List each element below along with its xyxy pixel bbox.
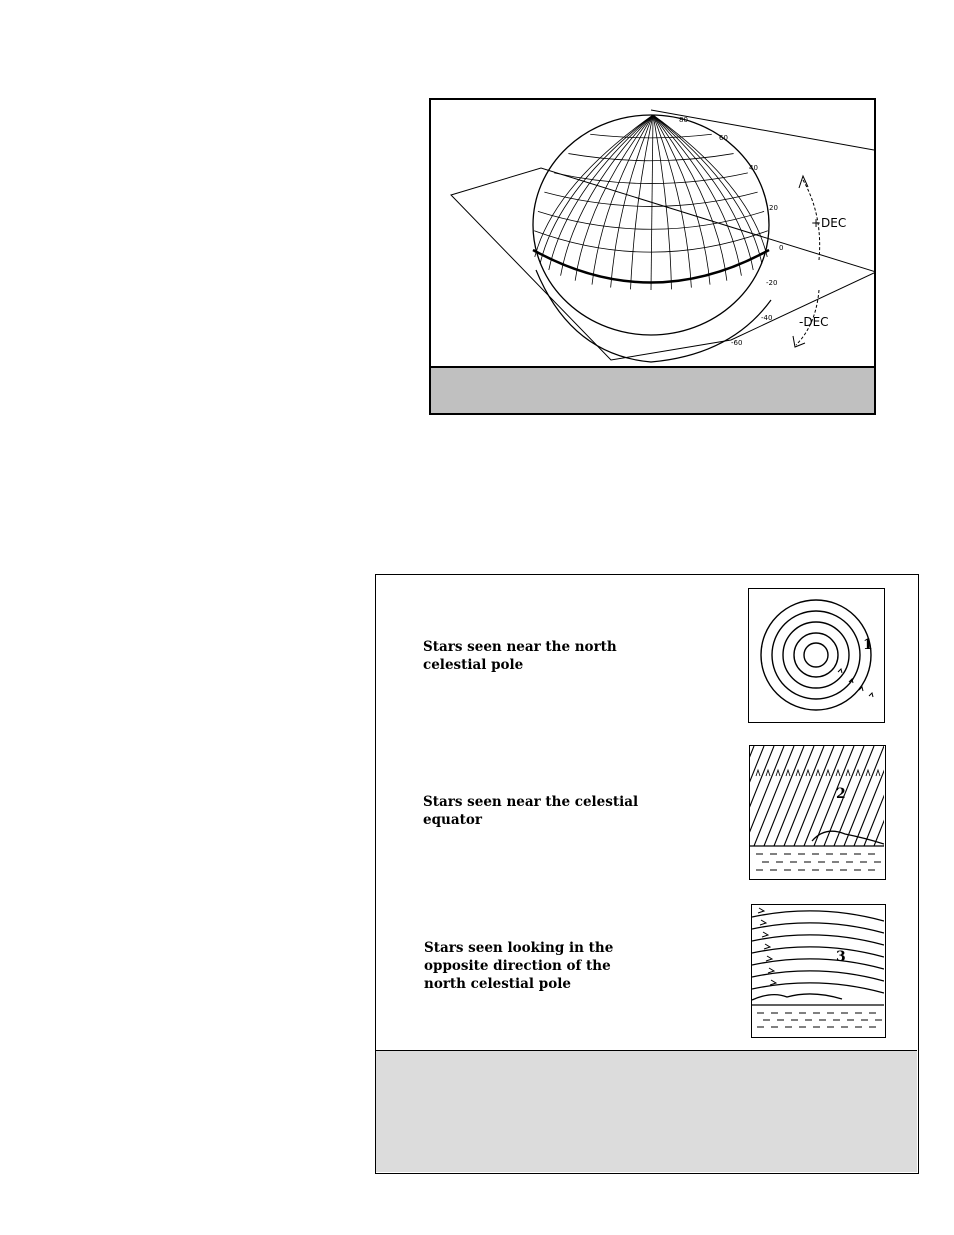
figure1-caption-bar — [431, 366, 874, 413]
minus-dec-label: -DEC — [799, 315, 829, 329]
dec-tick-label: 0 — [779, 244, 784, 252]
dec-tick-label: -20 — [766, 279, 778, 287]
dec-tick-label: 20 — [769, 204, 778, 212]
sphere-outline — [533, 115, 769, 335]
panel2-label: Stars seen near the celestial equator — [423, 794, 639, 828]
panel1-label: Stars seen near the north celestial pole — [423, 639, 617, 673]
dec-tick-label: 80 — [679, 116, 688, 124]
plus-dec-label: +DEC — [811, 216, 847, 230]
dec-tick-label: -40 — [761, 314, 773, 322]
panel1-number: 1 — [863, 637, 873, 653]
equator-star-trails — [749, 745, 886, 880]
dec-tick-label: -60 — [731, 339, 743, 347]
dec-tick-labels — [679, 116, 783, 347]
opposite-direction-star-trails — [751, 904, 886, 1038]
lower-hemisphere — [536, 270, 771, 362]
panel2-number: 2 — [836, 786, 846, 802]
celestial-sphere-figure — [429, 98, 876, 415]
celestial-sphere-diagram — [431, 100, 874, 366]
star-trails-figure — [375, 574, 919, 1174]
north-pole-star-trails — [748, 588, 885, 723]
figure2-caption-bar — [376, 1050, 917, 1172]
dec-tick-label: 60 — [719, 134, 728, 142]
dec-tick-label: 40 — [749, 164, 758, 172]
panel3-number: 3 — [836, 949, 846, 965]
equatorial-plane — [451, 168, 874, 360]
panel3-label: Stars seen looking in the opposite direction of the north celestial pole — [424, 940, 614, 992]
